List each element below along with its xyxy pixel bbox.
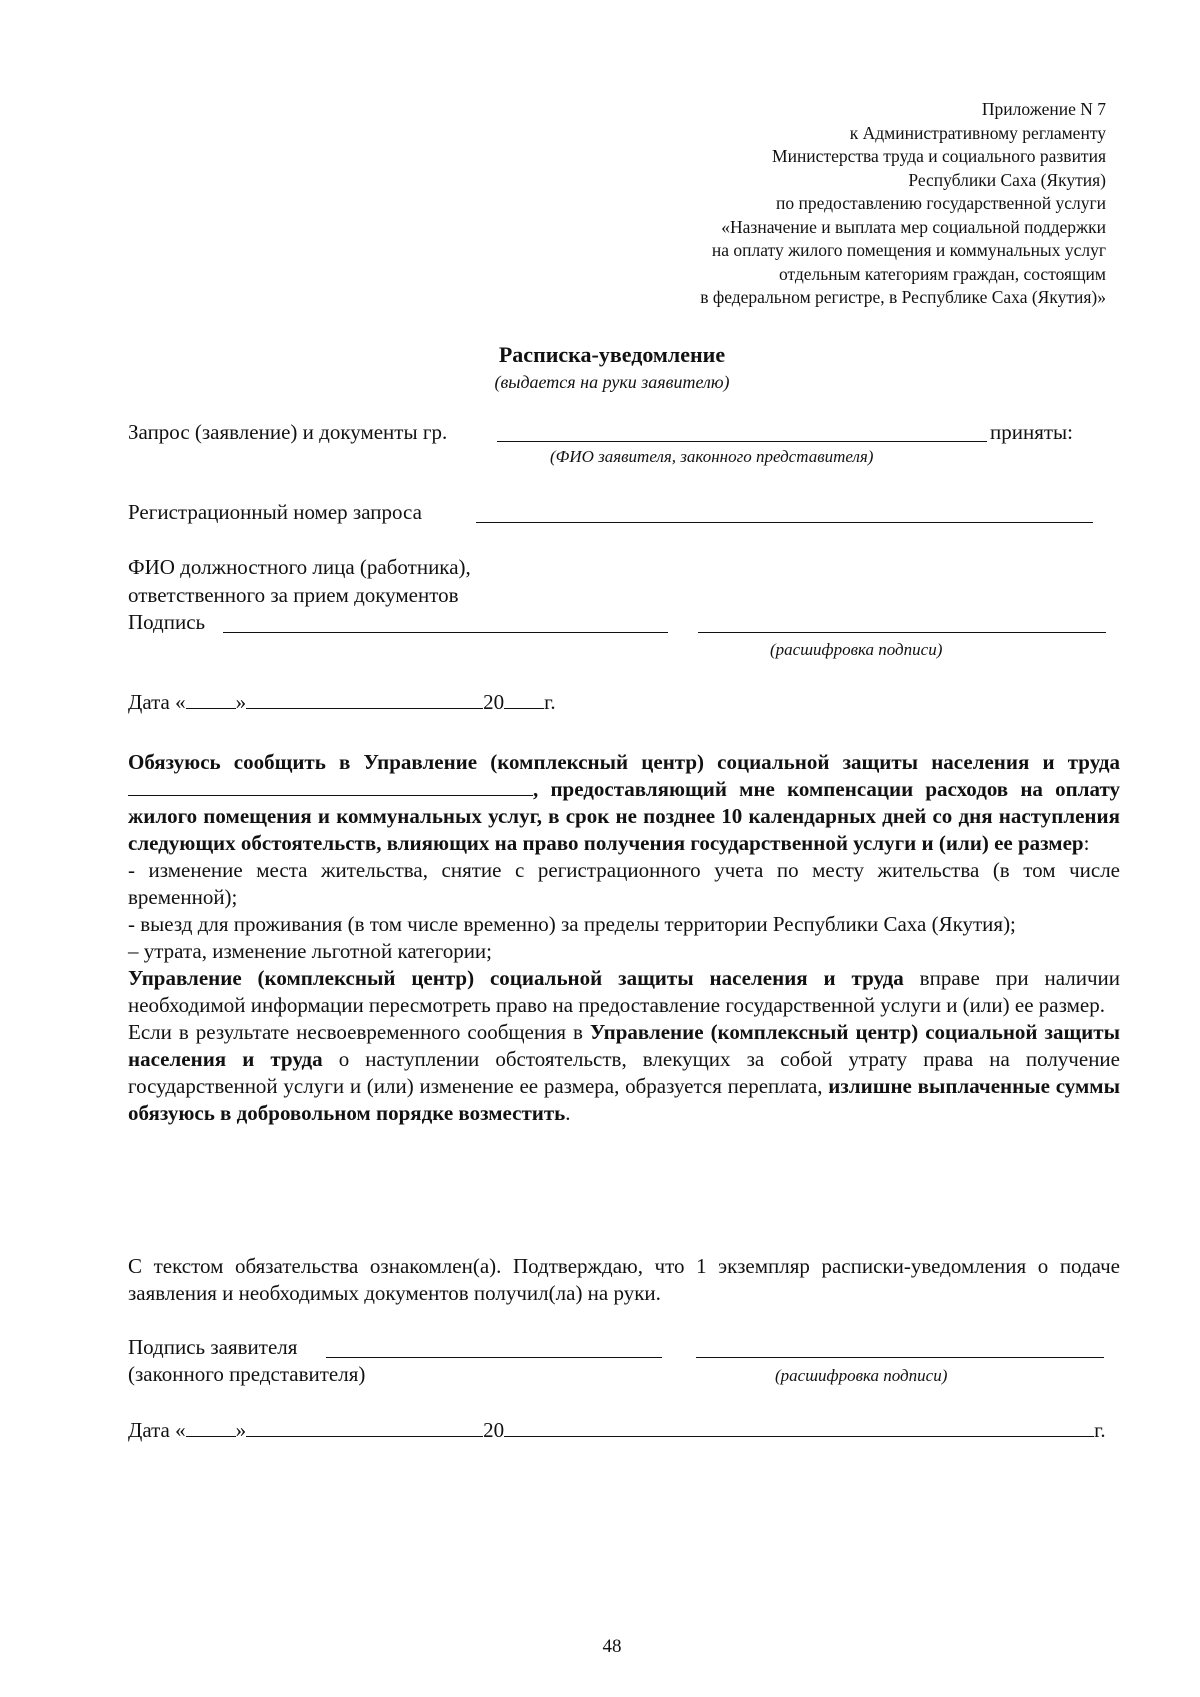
document-subtitle: (выдается на руки заявителю)	[494, 372, 730, 392]
date1-year-field[interactable]	[504, 690, 544, 709]
official-signature-field[interactable]	[223, 632, 668, 633]
official-decode-field[interactable]	[698, 632, 1106, 633]
applicant-signature-field[interactable]	[326, 1357, 662, 1358]
obligation-item: - выезд для проживания (в том числе временно) за пределы территории Республики Саха (Якутия);	[128, 912, 1016, 936]
applicant-decode-field[interactable]	[696, 1357, 1104, 1358]
appendix-line: Приложение N 7	[981, 99, 1106, 119]
document-title: Расписка-уведомление	[498, 342, 726, 367]
obligation-paragraph-3: Если в результате несвоевременного сообщения в Управление (комплексный центр) социальной защиты населения и труда о наступлении обстоятельств, влекущих за собой утрату права на получение государственной услуги и (или) изменение ее размера, образуется переплата, излишне выплаченные суммы обязуюсь в добровольном порядке возместить.	[128, 1020, 1120, 1125]
request-prefix: Запрос (заявление) и документы гр.	[128, 420, 448, 444]
date2-label: Дата « » 20 г.	[128, 1418, 1106, 1442]
appendix-line: Министерства труда и социального развития	[772, 146, 1106, 166]
obligation-paragraph-1: Обязуюсь сообщить в Управление (комплексный центр) социальной защиты населения и труда, предоставляющий мне компенсации расходов на оплату жилого помещения и коммунальных услуг, в срок не позднее 10 календарных дней со дня наступления следующих обстоятельств, влияющих на право получения государственной услуги и (или) ее размер:	[128, 750, 1120, 855]
request-suffix: приняты:	[990, 420, 1073, 444]
date2-year-field[interactable]	[504, 1418, 1094, 1437]
date2-day-field[interactable]	[186, 1418, 236, 1437]
obligation-item: - изменение места жительства, снятие с регистрационного учета по месту жительства (в том числе временной);	[128, 858, 1120, 909]
applicant-decode-caption: (расшифровка подписи)	[775, 1366, 948, 1385]
appendix-line: на оплату жилого помещения и коммунальных услуг	[711, 240, 1106, 260]
obligation-text	[128, 749, 1120, 1127]
reg-number-field[interactable]	[476, 522, 1093, 523]
applicant-name-caption: (ФИО заявителя, законного представителя)	[550, 447, 874, 466]
appendix-line: в федеральном регистре, в Республике Саха (Якутия)»	[700, 287, 1106, 307]
page-number: 48	[602, 1636, 622, 1657]
appendix-line: по предоставлению государственной услуги	[776, 193, 1106, 213]
date1-month-field[interactable]	[246, 690, 483, 709]
applicant-name-field[interactable]	[497, 441, 987, 442]
obligation-item: – утрата, изменение льготной категории;	[128, 939, 493, 963]
appendix-line: Республики Саха (Якутия)	[908, 169, 1106, 190]
office-name-field[interactable]	[128, 777, 533, 796]
obligation-paragraph-2: Управление (комплексный центр) социальной защиты населения и труда вправе при наличии необходимой информации пересмотреть право на предоставление государственной услуги и (или) ее размер.	[128, 966, 1120, 1017]
applicant-signature-label: Подпись заявителя	[128, 1335, 298, 1359]
official-label-line1: ФИО должностного лица (работника),	[128, 555, 471, 579]
date1-label: Дата « » 20 г.	[128, 690, 556, 714]
appendix-line: «Назначение и выплата мер социальной поддержки	[721, 216, 1106, 237]
appendix-header	[546, 98, 1106, 310]
official-decode-caption: (расшифровка подписи)	[770, 640, 943, 659]
applicant-representative-label: (законного представителя)	[128, 1362, 366, 1386]
date2-month-field[interactable]	[246, 1418, 483, 1437]
official-label-line2: ответственного за прием документов	[128, 583, 459, 607]
appendix-line: к Административному регламенту	[849, 122, 1106, 143]
official-signature-label: Подпись	[128, 610, 206, 634]
reg-number-label: Регистрационный номер запроса	[128, 500, 422, 524]
acknowledgement-text: С текстом обязательства ознакомлен(а). Подтверждаю, что 1 экземпляр расписки-уведомления о подаче заявления и необходимых документов получил(ла) на руки.	[128, 1254, 1120, 1305]
appendix-line: отдельным категориям граждан, состоящим	[778, 263, 1106, 284]
date1-day-field[interactable]	[186, 690, 236, 709]
